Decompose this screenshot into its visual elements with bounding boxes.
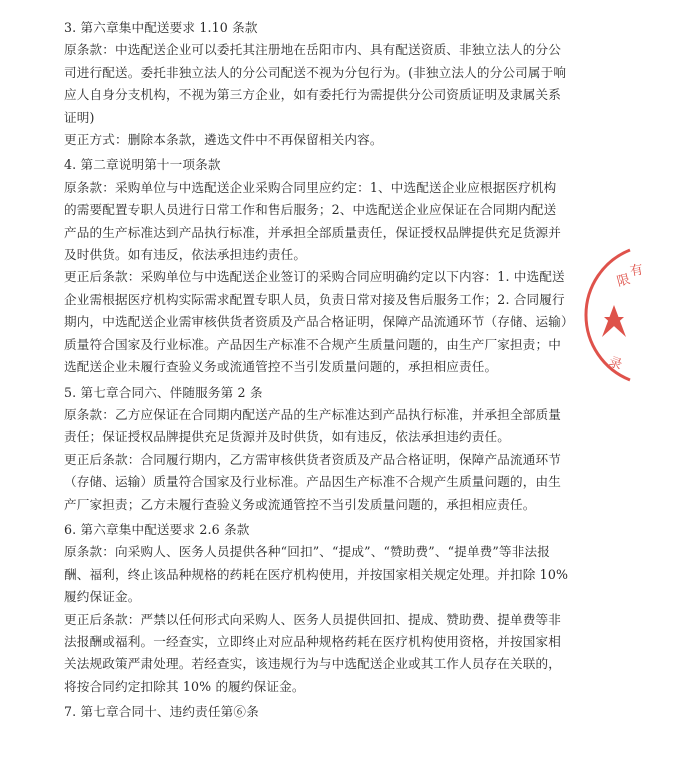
section-heading: 4. 第二章说明第十一项条款	[64, 157, 221, 173]
svg-text:录: 录	[606, 354, 624, 374]
section-heading: 7. 第七章合同十、违约责任第⑥条	[64, 704, 259, 720]
section-heading: 3. 第六章集中配送要求 1.10 条款	[64, 20, 258, 35]
section-paragraph: 原条款：采购单位与中选配送企业采购合同里应约定：1、中选配送企业应根据医疗机构的需要配置专职人员进行日常工作和售后服务；2、中选配送企业应保证在合同期内配送产品的生产标准达到产品执行标准，并承担全部质量责任，保证授权品牌提供充足货源并及时供货。如有违反，依法承担违约责任。	[64, 179, 562, 263]
section-paragraph: 更正后条款：合同履行期内，乙方需审核供货者资质及产品合格证明，保障产品流通环节（存储、运输）质量符合国家及行业标准。产品因生产标准不合规产生质量问题的，由生产厂家担责；乙方未履行查验义务或流通管控不当引发质量问题的，承担相应责任。	[64, 451, 562, 512]
svg-text:有: 有	[628, 262, 645, 280]
section-paragraph: 更正后条款：采购单位与中选配送企业签订的采购合同应明确约定以下内容：1. 中选配送企业需根据医疗机构实际需求配置专职人员，负责日常对接及售后服务工作；2. 合同履行期内，中选配送企业需审核供货者资质及产品合格证明，保障产品流通环节（存储、运输）质量符合国家及行业标准。产品因生产标准不合规产生质量问题的，由生产厂家担责；中选配送企业未履行查验义务或流通管控不当引发质量问题的，承担相应责任。	[64, 269, 568, 375]
svg-text:限: 限	[615, 272, 632, 291]
company-seal-stamp	[600, 245, 680, 385]
section-paragraph: 原条款：中选配送企业可以委托其注册地在岳阳市内、具有配送资质、非独立法人的分公司进行配送。委托非独立法人的分公司配送不视为分包行为。(非独立法人的分公司属于响应人自身分支机构，不视为第三方企业，如有委托行为需提供分公司资质证明及隶属关系证明)	[64, 42, 567, 125]
section-paragraph: 更正方式：删除本条款，遴选文件中不再保留相关内容。	[64, 132, 383, 148]
section-paragraph: 更正后条款：严禁以任何形式向采购人、医务人员提供回扣、提成、赞助费、提单费等非法报酬或福利。一经查实，立即终止对应品种规格药耗在医疗机构使用资格，并按国家相关法规政策严肃处理。若经查实，该违规行为与中选配送企业或其工作人员存在关联的，将按合同约定扣除其 10% 的履约保证金。	[64, 611, 562, 694]
section-paragraph: 原条款：乙方应保证在合同期内配送产品的生产标准达到产品执行标准，并承担全部质量责任；保证授权品牌提供充足货源并及时供货，如有违反，依法承担违约责任。	[64, 406, 562, 445]
section-heading: 6. 第六章集中配送要求 2.6 条款	[64, 521, 250, 537]
document-body	[64, 14, 569, 724]
section-paragraph: 原条款：向采购人、医务人员提供各种“回扣”、“提成”、“赞助费”、“提单费”等非法报酬、福利，终止该品种规格的药耗在医疗机构使用，并按国家相关规定处理。并扣除 10%履约保证金。	[64, 544, 569, 605]
section-heading: 5. 第七章合同六、伴随服务第 2 条	[64, 384, 263, 400]
